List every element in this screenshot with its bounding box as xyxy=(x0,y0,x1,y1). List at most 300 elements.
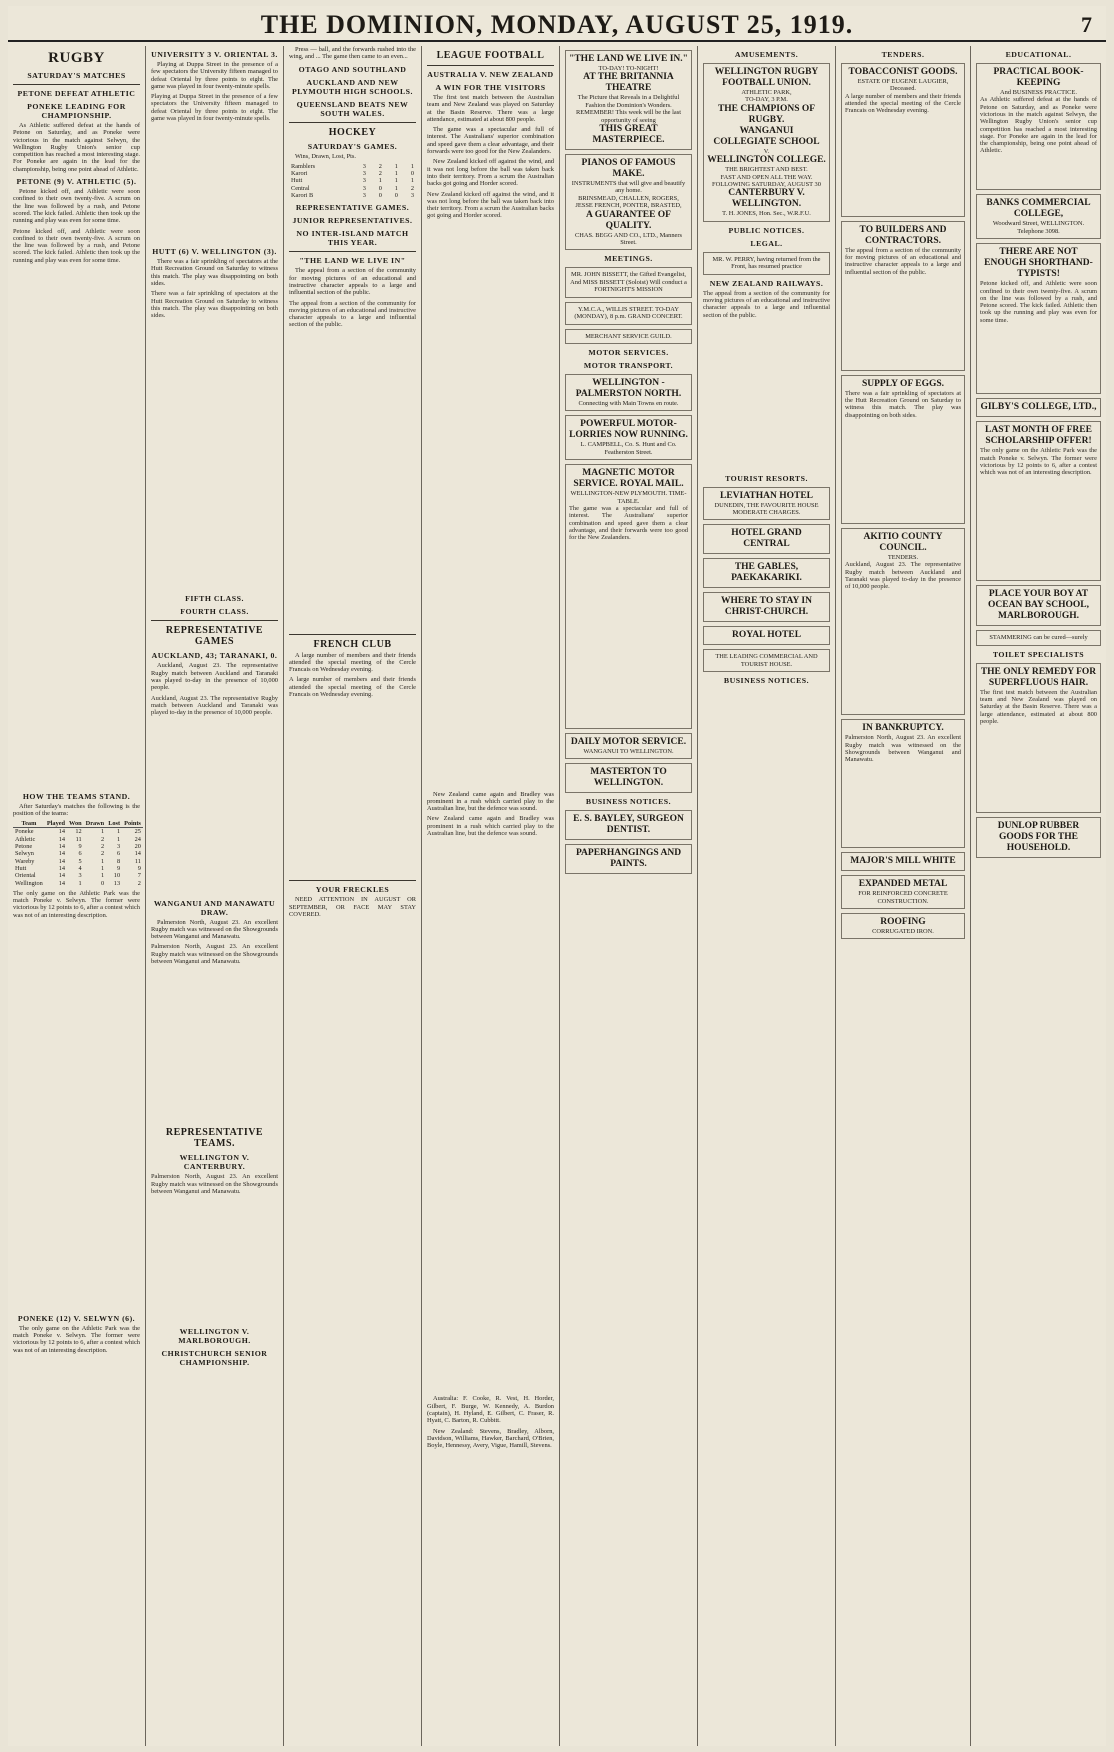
ad-venue: AT THE BRITANNIA THEATRE xyxy=(583,72,674,94)
advert-education xyxy=(976,398,1101,417)
table-cell: 1 xyxy=(78,879,82,887)
advert-meeting xyxy=(565,302,692,325)
table-cell: 14 xyxy=(58,835,66,843)
article-body: Palmerston North, August 23. An excellent Rugby match was witnessed on the Showgrounds between Wanganui and Manawatu. xyxy=(151,1173,278,1196)
ad-title: MASTERTON TO WELLINGTON. xyxy=(590,767,667,789)
ad-line: V. xyxy=(763,147,770,155)
table-cell: 3 xyxy=(362,192,366,200)
ad-line: CANTERBURY V. WELLINGTON. xyxy=(728,188,805,210)
table-cell: Hutt xyxy=(15,864,27,872)
table-cell: 2 xyxy=(378,170,382,178)
table-cell: 2 xyxy=(101,843,105,851)
table-cell: 20 xyxy=(134,843,141,851)
ad-title: EXPANDED METAL xyxy=(858,879,948,890)
advert-tender xyxy=(841,63,965,217)
table-cell: 1 xyxy=(394,177,398,185)
newspaper-title: THE DOMINION, MONDAY, AUGUST 25, 1919. xyxy=(260,10,854,39)
table-row xyxy=(13,850,143,857)
article-heading: PETONE DEFEAT ATHLETIC xyxy=(17,89,136,98)
standings-label: Wins, Drawn, Lost, Pts. xyxy=(295,152,356,160)
section-heading-rugby: RUGBY xyxy=(48,50,105,66)
ad-line: ESTATE OF EUGENE LAUGIER, Deceased. xyxy=(857,78,949,93)
ad-title: HOTEL GRAND CENTRAL xyxy=(731,528,802,550)
ad-title: POWERFUL MOTOR-LORRIES NOW RUNNING. xyxy=(569,419,688,441)
advert-hotel xyxy=(703,558,830,588)
table-cell: 6 xyxy=(78,850,82,858)
ad-body: Palmerston North, August 23. An excellent Rugby match was witnessed on the Showgrounds between Wanganui and Manawatu. xyxy=(845,734,961,764)
advert-education xyxy=(976,421,1101,581)
article-body: Auckland, August 23. The representative Rugby match between Auckland and Taranaki was played to-day in the presence of 10,000 people. xyxy=(151,694,278,717)
column-6 xyxy=(698,46,836,1746)
table-row xyxy=(289,185,416,192)
ad-line: WANGANUI TO WELLINGTON. xyxy=(583,747,674,755)
advert-land-we-live-in xyxy=(565,50,692,150)
ad-line: L. CAMPBELL, Co. S. Hunt and Co. Featherston Street. xyxy=(580,441,677,456)
advert-legal xyxy=(703,252,830,275)
article-paragraph: NEED ATTENTION IN AUGUST OR SEPTEMBER, OR FACE MAY STAY COVERED. xyxy=(289,896,416,919)
ad-line: Connecting with Main Towns en route. xyxy=(578,399,679,407)
table-header-cell: Played xyxy=(46,820,66,828)
newspaper-page xyxy=(8,6,1106,1746)
ad-title: DAILY MOTOR SERVICE. xyxy=(570,736,687,747)
ad-body: Petone kicked off, and Athletic were soon confined to their own twenty-five. A scrum on the line was followed by a rush, and Petone scored. The kick failed. Athletic then took up the running and play was even for some time. xyxy=(980,280,1097,324)
match-heading: UNIVERSITY 3 V. ORIENTAL 3. xyxy=(151,50,278,59)
article-paragraph: The appeal from a section of the community for moving pictures of an educational and instructive character appeals to a large and influential section of the public. xyxy=(289,267,416,297)
article-body: A large number of members and their friends attended the special meeting of the Cercle Francais on Wednesday evening. xyxy=(289,676,416,699)
advert-hotel xyxy=(703,649,830,672)
ad-line: FAST AND OPEN ALL THE WAY. xyxy=(720,173,813,181)
table-cell: 3 xyxy=(362,177,366,185)
divider xyxy=(13,84,140,85)
table-cell: 6 xyxy=(116,850,121,858)
table-cell: 3 xyxy=(362,170,366,178)
article-body: New Zealand kicked off against the wind, and it was not long before the ball was taken back into their territory. From a scrum the Australian backs got going and Horder scored. xyxy=(427,190,554,220)
match-heading: PETONE (9) V. ATHLETIC (5). xyxy=(16,177,137,187)
team-list: New Zealand: Stevens, Bradley, Alborn, Davidson, Williams, Hawker, Barchard, O'Brien, Boyle, Hennessy, Avery, Vigue, Hamill, Stevens. xyxy=(427,1427,554,1450)
article-paragraph: A large number of members and their friends attended the special meeting of the Cercle Francais on Wednesday evening. xyxy=(289,651,416,674)
section-heading-motor: MOTOR SERVICES. xyxy=(588,347,669,357)
column-7 xyxy=(836,46,971,1746)
article-paragraph: Auckland, August 23. The representative Rugby match between Auckland and Taranaki was played to-day in the presence of 10,000 people. xyxy=(151,662,278,692)
section-heading-public-notices: PUBLIC NOTICES. xyxy=(728,225,805,235)
ad-title: "THE LAND WE LIVE IN." xyxy=(569,54,688,64)
divider xyxy=(289,251,416,252)
table-cell: 14 xyxy=(58,828,66,836)
ad-title: GILBY'S COLLEGE, LTD., xyxy=(980,402,1097,413)
match-heading: AUCKLAND, 43; TARANAKI, 0. xyxy=(151,651,278,661)
table-cell: 0 xyxy=(378,192,382,200)
ad-line: Y.M.C.A., WILLIS STREET. TO-DAY (MONDAY), 8 p.m. GRAND CONCERT. xyxy=(574,305,683,321)
ad-line: MODERATE CHARGES. xyxy=(732,509,801,517)
table-cell: 1 xyxy=(410,162,414,170)
article-subheading: PONEKE LEADING FOR CHAMPIONSHIP. xyxy=(27,102,126,120)
article-paragraph: There was a fair sprinkling of spectators at the Hutt Recreation Ground on Saturday to witness this match. The play was disappointing on both sides. xyxy=(151,258,278,288)
table-row xyxy=(13,865,143,872)
column-2 xyxy=(146,46,284,1746)
ad-line: And BUSINESS PRACTICE. xyxy=(1000,89,1077,96)
section-heading-tenders: TENDERS. xyxy=(881,50,925,59)
section-heading-legal: LEGAL. xyxy=(750,238,783,248)
ad-title: MAJOR'S MILL WHITE xyxy=(850,856,956,867)
ad-body: The only game on the Athletic Park was the match Poneke v. Selwyn. The former were victorious by 12 points to 6, after a contest which was not of an interesting description. xyxy=(980,447,1097,477)
table-cell: 14 xyxy=(58,864,66,872)
table-cell: 1 xyxy=(101,828,105,836)
table-row xyxy=(13,872,143,879)
ad-title: TOBACCONIST GOODS. xyxy=(848,67,958,77)
advert-education xyxy=(976,243,1101,394)
table-cell: 1 xyxy=(394,170,398,178)
article-body: The only game on the Athletic Park was the match Poneke v. Selwyn. The former were victorious by 12 points to 6, after a contest which was not of an interesting description. xyxy=(13,889,140,919)
divider xyxy=(289,122,416,123)
article-paragraph: Playing at Duppa Street in the presence of a few spectators the University fifteen managed to defeat Oriental by three points to eight. The game was played in four twenty-minute spells. xyxy=(151,61,278,90)
advert-tender xyxy=(841,719,965,848)
ad-title: AKITIO COUNTY COUNCIL. xyxy=(863,531,943,553)
match-heading: PONEKE (12) V. SELWYN (6). xyxy=(17,1313,136,1323)
advert-business xyxy=(565,810,692,840)
table-cell: Karori xyxy=(291,170,308,178)
advert-toilet xyxy=(976,663,1101,813)
ad-line: WELLINGTON-NEW PLYMOUTH. TIME-TABLE. xyxy=(570,490,687,505)
section-heading-hockey: HOCKEY xyxy=(328,126,377,138)
divider xyxy=(427,65,554,66)
ad-line: ATHLETIC PARK, xyxy=(741,89,792,96)
advert-rugby-union xyxy=(703,63,830,222)
advert-tender xyxy=(841,528,965,715)
table-cell: 25 xyxy=(134,828,141,836)
subsection-heading: SATURDAY'S GAMES. xyxy=(307,141,398,151)
ad-body: As Athletic suffered defeat at the hands of Petone on Saturday, and as Poneke were victorious in the match against Selwyn, the Wellington Rugby Union's senior cup competition has reached a most interesting stage. For Poneke are again in the lead for the championship, being one point ahead of Athletic. xyxy=(980,96,1097,155)
article-paragraph: Press — ball, and the forwards rushed into the wing, and ... The game then came to an even... xyxy=(289,46,416,61)
article-heading: NO INTER-ISLAND MATCH THIS YEAR. xyxy=(296,229,409,248)
section-heading-tourist: TOURIST RESORTS. xyxy=(725,473,808,483)
ad-body: Auckland, August 23. The representative Rugby match between Auckland and Taranaki was played to-day in the presence of 10,000 people. xyxy=(845,561,961,591)
table-cell: 2 xyxy=(378,162,382,170)
table-cell: 24 xyxy=(134,835,141,843)
article-heading: FRENCH CLUB xyxy=(313,638,392,650)
table-cell: 1 xyxy=(116,835,121,843)
table-cell: 14 xyxy=(58,879,66,887)
ad-footer: THIS GREAT MASTERPIECE. xyxy=(592,124,665,146)
ad-line: TO-DAY! TO-NIGHT! xyxy=(598,65,659,72)
advert-tender xyxy=(841,875,965,909)
article-body: The appeal from a section of the community for moving pictures of an educational and instructive character appeals to a large and influential section of the public. xyxy=(289,299,416,329)
section-subheading: MOTOR TRANSPORT. xyxy=(583,360,674,370)
table-cell: 1 xyxy=(410,177,414,185)
ad-line: The Picture that Reveals in a Delightful Fashion the Dominion's Wonders. xyxy=(577,94,680,109)
table-cell: 9 xyxy=(137,864,141,872)
column-4 xyxy=(422,46,560,1746)
table-cell: 3 xyxy=(410,192,414,200)
column-1 xyxy=(8,46,146,1746)
table-cell: 7 xyxy=(137,872,141,880)
table-cell: Selwyn xyxy=(15,850,34,858)
ad-line: DUNEDIN, THE FAVOURITE HOUSE xyxy=(714,501,819,509)
column-3 xyxy=(284,46,422,1746)
match-heading: WANGANUI AND MANAWATU DRAW. xyxy=(153,898,276,917)
article-heading: "THE LAND WE LIVE IN" xyxy=(299,256,406,266)
ad-line: BRINSMEAD, CHALLEN, ROGERS, JESSE FRENCH, PONTER, BRASTED, xyxy=(575,194,682,210)
notice-body: The appeal from a section of the community for moving pictures of an educational and instructive character appeals to a large and influential section of the public. xyxy=(703,289,830,319)
divider xyxy=(151,620,278,621)
advert-hotel xyxy=(703,626,830,645)
article-heading: AUSTRALIA V. NEW ZEALAND xyxy=(427,70,554,79)
table-cell: 13 xyxy=(113,879,121,887)
table-cell: 14 xyxy=(58,850,66,858)
ad-title: DUNLOP RUBBER GOODS FOR THE HOUSEHOLD. xyxy=(997,820,1080,853)
advert-hotel xyxy=(703,487,830,521)
table-cell: 4 xyxy=(78,864,82,872)
divider xyxy=(289,634,416,635)
section-heading-meetings: MEETINGS. xyxy=(604,254,653,264)
match-heading: HUTT (6) V. WELLINGTON (3). xyxy=(152,247,277,257)
table-cell: Athletic xyxy=(15,835,36,843)
article-body: There was a fair sprinkling of spectators at the Hutt Recreation Ground on Saturday to witness this match. The play was disappointing on both sides. xyxy=(151,290,278,320)
advert-education xyxy=(976,630,1101,645)
table-cell: 1 xyxy=(101,857,105,865)
table-row xyxy=(13,843,143,850)
table-cell: Oriental xyxy=(15,872,36,880)
table-cell: Petone xyxy=(15,843,33,851)
advert-education xyxy=(976,63,1101,190)
ad-title: IN BANKRUPTCY. xyxy=(862,723,944,734)
table-cell: 10 xyxy=(113,872,121,880)
ad-title: PLACE YOUR BOY AT OCEAN BAY SCHOOL, MARLBOROUGH. xyxy=(988,589,1089,622)
ad-line: TO-DAY, 3 P.M. xyxy=(745,96,788,104)
article-heading: JUNIOR REPRESENTATIVES. xyxy=(292,216,413,226)
ad-title: LAST MONTH OF FREE SCHOLARSHIP OFFER! xyxy=(985,425,1092,447)
table-cell: 5 xyxy=(78,857,82,865)
table-header-cell: Team xyxy=(13,820,45,828)
advert-hotel xyxy=(703,592,830,622)
table-cell: 14 xyxy=(134,850,141,858)
table-heading: HOW THE TEAMS STAND. xyxy=(22,791,131,801)
table-cell: 1 xyxy=(378,177,382,185)
article-heading: OTAGO AND SOUTHLAND xyxy=(298,64,407,74)
table-header-cell: Points xyxy=(124,820,141,828)
masthead xyxy=(8,6,1106,42)
table-cell: 14 xyxy=(58,872,66,880)
table-row xyxy=(289,170,416,177)
ad-title: TO BUILDERS AND CONTRACTORS. xyxy=(859,224,947,246)
table-cell: 11 xyxy=(134,857,141,865)
ad-line: STAMMERING can be cured—surely xyxy=(989,634,1088,642)
table-cell: 0 xyxy=(101,879,105,887)
standings-table xyxy=(13,820,143,887)
ad-line: MR. W. PERRY, having returned from the Front, has resumed practice xyxy=(712,255,821,271)
article-heading: QUEENSLAND BEATS NEW SOUTH WALES. xyxy=(296,99,409,118)
table-row xyxy=(289,192,416,199)
ad-line: CHAS. BEGG AND CO., LTD., Manners Street. xyxy=(575,231,682,247)
table-cell: 3 xyxy=(362,184,366,192)
ad-body: The appeal from a section of the community for moving pictures of an educational and instructive character appeals to a large and influential section of the public. xyxy=(845,246,961,276)
class-heading: FOURTH CLASS. xyxy=(180,607,249,617)
table-cell: Ramblers xyxy=(291,162,316,170)
table-header-cell: Won xyxy=(69,820,82,828)
table-cell: Wareby xyxy=(15,857,35,865)
advert-education xyxy=(976,194,1101,239)
article-paragraph: New Zealand kicked off against the wind, and it was not long before the ball was taken back into their territory. From a scrum the Australian backs got going and Horder scored. xyxy=(427,158,554,188)
advert-business xyxy=(565,844,692,874)
advert-motor xyxy=(565,374,692,411)
ad-line: Telephone 3098. xyxy=(1017,227,1060,235)
advert-motor xyxy=(565,763,692,793)
section-heading-amusements: AMUSEMENTS. xyxy=(734,50,799,59)
table-cell: 0 xyxy=(410,170,414,178)
table-header-cell: Drawn xyxy=(85,820,105,828)
ad-line: WANGANUI COLLEGIATE SCHOOL xyxy=(713,125,820,147)
match-heading: WELLINGTON V. CANTERBURY. xyxy=(179,1153,250,1172)
ad-line: CORRUGATED IRON. xyxy=(872,928,934,936)
table-cell: 1 xyxy=(101,872,105,880)
ad-line: A GUARANTEE OF QUALITY. xyxy=(586,209,671,231)
hockey-table xyxy=(289,163,416,199)
table-row xyxy=(289,163,416,170)
table-cell: 0 xyxy=(378,184,382,192)
advert-toilet xyxy=(976,817,1101,858)
columns xyxy=(8,46,1106,1746)
table-cell: 1 xyxy=(101,864,105,872)
ad-title: SUPPLY OF EGGS. xyxy=(861,378,945,389)
table-cell: Karori B xyxy=(291,192,314,200)
section-heading-league: LEAGUE FOOTBALL xyxy=(436,50,545,61)
ad-title: BANKS COMMERCIAL COLLEGE, xyxy=(986,198,1091,220)
section-heading-railways: NEW ZEALAND RAILWAYS. xyxy=(709,278,824,288)
article-paragraph: As Athletic suffered defeat at the hands of Petone on Saturday, and as Poneke were victorious in the match against Selwyn, the Wellington Rugby Union's senior cup competition has reached a most interesting stage. For Poneke are again in the lead for the championship, being one point ahead of Athletic. xyxy=(13,122,140,173)
table-cell: 14 xyxy=(58,843,66,851)
article-body: New Zealand came again and Bradley was prominent in a rush which carried play to the Australian line, but the defence was sound. xyxy=(427,815,554,838)
advert-tender xyxy=(841,913,965,939)
section-heading: REPRESENTATIVE GAMES xyxy=(165,625,264,648)
table-note: After Saturday's matches the following is the position of the teams: xyxy=(13,802,140,817)
ad-line: T. H. JONES, Hon. Sec., W.R.F.U. xyxy=(722,210,811,218)
table-row xyxy=(13,836,143,843)
article-paragraph: Palmerston North, August 23. An excellent Rugby match was witnessed on the Showgrounds between Wanganui and Manawatu. xyxy=(151,918,278,941)
table-cell: 2 xyxy=(410,184,414,192)
table-header-cell: Lost xyxy=(108,820,121,828)
table-cell: 14 xyxy=(58,857,66,865)
divider xyxy=(289,880,416,881)
section-heading-business: BUSINESS NOTICES. xyxy=(723,676,810,686)
advert-meeting xyxy=(565,267,692,297)
ad-line: REMEMBER! This week will be the last opportunity of seeing xyxy=(576,109,681,124)
table-row xyxy=(13,828,143,836)
ad-title: PRACTICAL BOOK-KEEPING xyxy=(993,67,1084,88)
table-cell: Hutt xyxy=(291,177,303,185)
ad-line: FOLLOWING SATURDAY, AUGUST 30 xyxy=(712,181,821,189)
advert-tender xyxy=(841,852,965,871)
match-heading: CHRISTCHURCH SENIOR CHAMPIONSHIP. xyxy=(161,1349,268,1368)
advert-motor xyxy=(565,733,692,759)
ad-title: WELLINGTON RUGBY FOOTBALL UNION. xyxy=(714,67,819,88)
article-paragraph: The only game on the Athletic Park was the match Poneke v. Selwyn. The former were victorious by 12 points to 6, after a contest which was not of an interesting description. xyxy=(13,1324,140,1354)
article-paragraph: The game was a spectacular and full of interest. The Australians' superior combination and speed gave them a clear advantage, and their forwards were too good for the New Zealanders. xyxy=(427,126,554,156)
table-cell: 2 xyxy=(101,850,105,858)
table-cell: 1 xyxy=(394,162,398,170)
table-cell: 2 xyxy=(137,879,141,887)
ad-title: E. S. BAYLEY, SURGEON DENTIST. xyxy=(573,814,684,836)
table-cell: 8 xyxy=(116,857,121,865)
table-cell: Poneke xyxy=(15,828,34,836)
article-heading: AUCKLAND AND NEW PLYMOUTH HIGH SCHOOLS. xyxy=(292,77,413,96)
article-body: Petone kicked off, and Athletic were soon confined to their own twenty-five. A scrum on the line was followed by a rush, and Petone scored. The kick failed. Athletic then took up the running and play was even for some time. xyxy=(13,227,140,264)
ad-line: THE BRIGHTEST AND BEST. xyxy=(725,166,808,174)
advert-tender xyxy=(841,375,965,524)
table-cell: 1 xyxy=(394,184,398,192)
table-row xyxy=(13,858,143,865)
ad-body: The game was a spectacular and full of interest. The Australians' superior combination and speed gave them a clear advantage, and their forwards were too good for the New Zealanders. xyxy=(569,504,688,542)
table-cell: 1 xyxy=(116,828,121,836)
article-body: Palmerston North, August 23. An excellent Rugby match was witnessed on the Showgrounds between Wanganui and Manawatu. xyxy=(151,943,278,966)
advert-hotel xyxy=(703,524,830,554)
ad-title: PAPERHANGINGS AND PAINTS. xyxy=(575,848,682,870)
article-heading: REPRESENTATIVE GAMES. xyxy=(295,203,410,213)
column-5 xyxy=(560,46,698,1746)
table-cell: 3 xyxy=(78,872,82,880)
ad-line: MR. JOHN BISSETT, the Gifted Evangelist, And MISS BISSETT (Soloist) Will conduct a FORTNIGHT'S MISSION xyxy=(570,271,687,294)
section-heading-business: BUSINESS NOTICES. xyxy=(585,797,672,807)
ad-title: THE GABLES, PAEKAKARIKI. xyxy=(731,562,802,584)
table-cell: 12 xyxy=(75,828,82,836)
ad-line: INSTRUMENTS that will give and beautify any home. xyxy=(571,180,686,195)
advert-education xyxy=(976,585,1101,626)
article-body: Playing at Duppa Street in the presence of a few spectators the University fifteen managed to defeat Oriental by three points to eight. The game was played in four twenty-minute spells. xyxy=(151,93,278,123)
ad-body: A large number of members and their friends attended the special meeting of the Cercle Francais on Wednesday evening. xyxy=(845,92,961,115)
match-heading: WELLINGTON V. MARLBOROUGH. xyxy=(178,1327,251,1346)
ad-line: THE LEADING COMMERCIAL AND TOURIST HOUSE. xyxy=(715,653,818,668)
section-heading-toilet: TOILET SPECIALISTS xyxy=(992,649,1085,659)
class-heading: FIFTH CLASS. xyxy=(185,594,244,604)
table-cell: 2 xyxy=(101,835,105,843)
ad-line: THE CHAMPIONS OF RUGBY. xyxy=(717,103,816,125)
table-cell: 9 xyxy=(116,864,121,872)
table-cell: 9 xyxy=(78,843,82,851)
advert-motor xyxy=(565,415,692,460)
ad-title: LEVIATHAN HOTEL xyxy=(720,490,813,501)
ad-line: WELLINGTON COLLEGE. xyxy=(707,155,826,166)
team-list: Australia: F. Cooke, R. Vest, H. Horder, Gilbert, F. Burge, W. Kennedy, A. Burdon (captain), H. Hyland, E. Gilbert, C. Fraser, R. Hyatt, C. Barton, R. Cubbitt. xyxy=(427,1395,554,1425)
advert-tender xyxy=(841,221,965,371)
ad-title: ROYAL HOTEL xyxy=(731,630,802,641)
article-paragraph: The first test match between the Australian team and New Zealand was played on Saturday at the Basin Reserve. There was a large attendance, estimated at about 800 people. xyxy=(427,94,554,123)
page-number: 7 xyxy=(1081,12,1092,37)
subsection-heading: SATURDAY'S MATCHES xyxy=(27,71,126,80)
table-cell: 3 xyxy=(362,162,366,170)
advert-meeting xyxy=(565,329,692,344)
table-cell: 0 xyxy=(394,192,398,200)
ad-line: FOR REINFORCED CONCRETE CONSTRUCTION. xyxy=(858,890,948,905)
table-row xyxy=(13,880,143,887)
table-cell: Central xyxy=(291,184,310,192)
ad-line: TENDERS. xyxy=(887,553,919,561)
section-heading-educational: EDUCATIONAL. xyxy=(1005,50,1072,59)
ad-title: WHERE TO STAY IN CHRIST-CHURCH. xyxy=(721,596,812,618)
ad-title: WELLINGTON - PALMERSTON NORTH. xyxy=(575,377,682,399)
article-paragraph: New Zealand came again and Bradley was prominent in a rush which carried play to the Australian line, but the defence was sound. xyxy=(427,790,554,813)
ad-line: Woodward Street, WELLINGTON. xyxy=(992,220,1085,228)
table-row xyxy=(289,177,416,184)
ad-body: The first test match between the Australian team and New Zealand was played on Saturday at the Basin Reserve. There was a large attendance, estimated at about 800 people. xyxy=(980,688,1097,725)
column-8 xyxy=(971,46,1106,1746)
advert-pianos xyxy=(565,154,692,250)
ad-body: There was a fair sprinkling of spectators at the Hutt Recreation Ground on Saturday to witness this match. The play was disappointing on both sides. xyxy=(845,389,961,419)
section-heading: REPRESENTATIVE TEAMS. xyxy=(165,1127,264,1150)
article-subheading: A WIN FOR THE VISITORS xyxy=(435,83,546,92)
ad-title: MAGNETIC MOTOR SERVICE. ROYAL MAIL. xyxy=(573,468,684,490)
table-cell: Wellington xyxy=(15,879,43,887)
table-cell: 11 xyxy=(75,835,82,843)
article-paragraph: Petone kicked off, and Athletic were soon confined to their own twenty-five. A scrum on the line was followed by a rush, and Petone scored. The kick failed. Athletic then took up the running and play was even for some time. xyxy=(13,188,140,225)
article-heading: YOUR FRECKLES xyxy=(315,885,390,895)
